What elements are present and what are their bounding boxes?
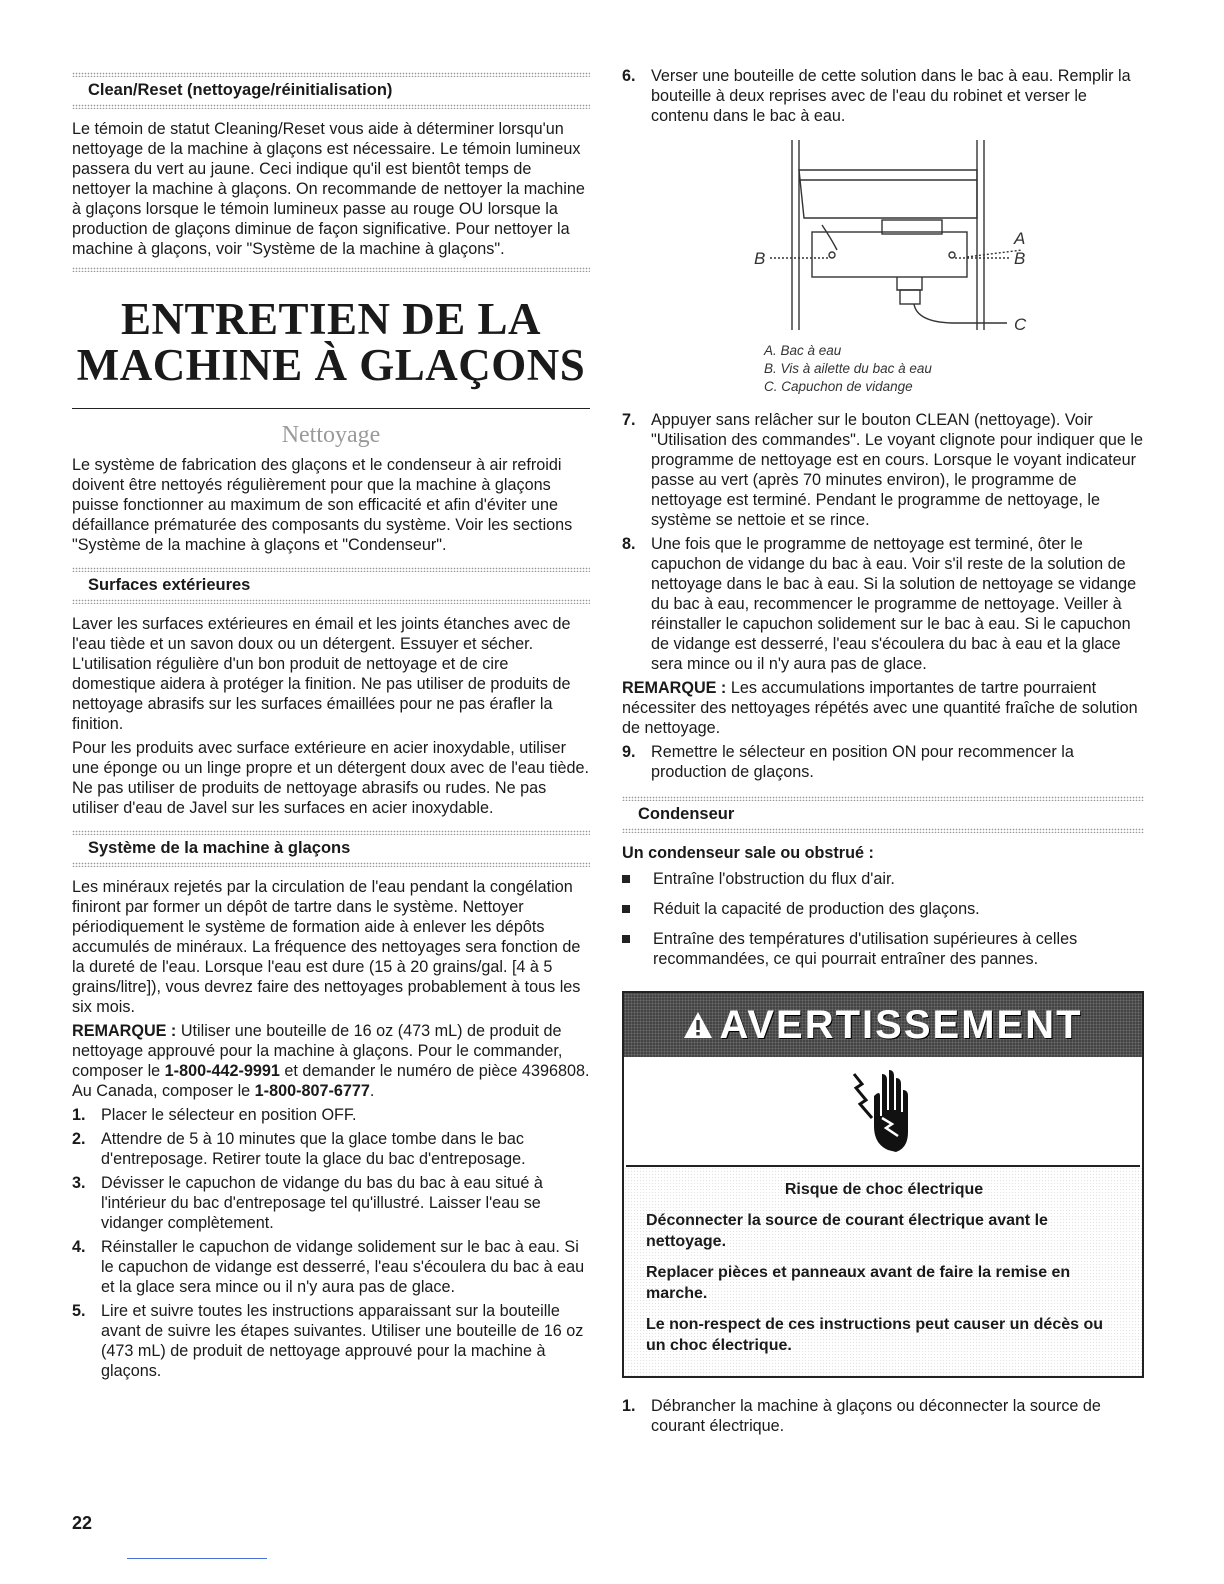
warning-banner	[624, 993, 1142, 1057]
diagram-label-a: A	[1014, 229, 1026, 248]
surfaces-paragraph-2: Pour les produits avec surface extérieure en acier inoxydable, utiliser une éponge ou un linge propre et un détergent doux avec de l'eau tiède. Ne pas utiliser de produits de nettoyage abrasifs ou rudes. Ne pas utiliser d'eau de Javel sur les surfaces en acier inoxydable.	[72, 739, 589, 817]
final-step-list	[622, 1396, 1144, 1436]
systeme-heading-block	[72, 830, 590, 867]
remark-label: REMARQUE :	[72, 1022, 177, 1040]
step-text: Une fois que le programme de nettoyage est terminé, ôter le capuchon de vidange du bac à eau. Voir s'il reste de la solution de nettoyage dans le bac à eau. Si la solution de nettoyage se vidange du bac à eau, recommencer le programme de nettoyage. Veiller à réinstaller le capuchon solidement sur le bac à eau. Si le capuchon de vidange est desserré, l'eau s'écoulera du bac à eau et la glace sera mince ou il n'y aura pas de glace.	[651, 535, 1137, 673]
step-number: 8.	[622, 535, 636, 553]
dotted-divider	[622, 828, 1144, 833]
caption-b: B. Vis à ailette du bac à eau	[764, 361, 932, 376]
bullet-text: Réduit la capacité de production des glaçons.	[653, 900, 980, 918]
list-item	[622, 742, 1144, 782]
remark-text-c: .	[369, 1082, 375, 1100]
remark-label: REMARQUE :	[622, 679, 727, 697]
step-number: 7.	[622, 411, 636, 429]
list-item	[72, 1129, 590, 1169]
left-steps-list	[72, 1105, 590, 1381]
clean-reset-heading: Clean/Reset (nettoyage/réinitialisation)	[88, 81, 393, 99]
right-remark	[622, 678, 1144, 738]
left-column	[72, 62, 590, 1385]
list-item	[622, 869, 1144, 889]
warning-line-2: Replacer pièces et panneaux avant de faire la remise en marche.	[646, 1264, 1071, 1302]
dotted-divider	[72, 599, 590, 604]
nettoyage-paragraph: Le système de fabrication des glaçons et le condenseur à air refroidi doivent être nettoyés régulièrement pour que la machine à glaçons puisse fonctionner au maximum de son efficacité et afin d'éviter une défaillance prématurée des composants du système. Voir les sections "Système de la machine à glaçons et "Condenseur".	[72, 456, 573, 554]
step-text: Verser une bouteille de cette solution dans le bac à eau. Remplir la bouteille à deux reprises avec de l'eau du robinet et verser le contenu dans le bac à eau.	[651, 67, 1131, 125]
warning-box	[622, 991, 1144, 1378]
phone-number-1: 1-800-442-9991	[164, 1062, 280, 1080]
step-number: 1.	[622, 1397, 636, 1415]
systeme-remark	[72, 1021, 590, 1101]
step-number: 9.	[622, 743, 636, 761]
step-number: 3.	[72, 1174, 86, 1192]
warning-title: AVERTISSEMENT	[719, 1003, 1083, 1047]
step-6-list	[622, 66, 1144, 126]
bullet-square-icon	[622, 935, 630, 943]
step-number: 2.	[72, 1130, 86, 1148]
bullet-text: Entraîne l'obstruction du flux d'air.	[653, 870, 895, 888]
condenseur-subheading: Un condenseur sale ou obstrué :	[622, 844, 874, 862]
bullet-square-icon	[622, 875, 630, 883]
shock-icon-zone	[626, 1057, 1140, 1167]
title-divider	[72, 408, 590, 409]
dotted-divider	[72, 104, 590, 109]
surfaces-heading: Surfaces extérieures	[88, 576, 251, 594]
right-steps-list	[622, 410, 1144, 674]
diagram-label-b-right: B	[1014, 249, 1026, 268]
list-item	[72, 1301, 590, 1381]
page-number: 22	[72, 1513, 93, 1533]
warning-line-1: Déconnecter la source de courant électrique avant le nettoyage.	[646, 1212, 1048, 1250]
clean-reset-heading-block	[72, 72, 590, 109]
step-text: Remettre le sélecteur en position ON pour recommencer la production de glaçons.	[651, 743, 1074, 781]
dotted-divider	[72, 267, 590, 272]
step-number: 1.	[72, 1106, 86, 1124]
diagram-label-c: C	[1014, 315, 1027, 334]
list-item	[622, 899, 1144, 919]
caption-c: C. Capuchon de vidange	[764, 379, 913, 394]
step-text: Appuyer sans relâcher sur le bouton CLEAN (nettoyage). Voir "Utilisation des commandes". Le voyant clignote pour indiquer que le programme de nettoyage est en cours. Lorsque le voyant indicateur passe au vert (après 70 minutes environ), le programme de nettoyage est terminé. Pendant le programme de nettoyage, le système se nettoie et se rince.	[651, 411, 1144, 529]
remark-text-a: Utiliser une bouteille de 16 oz (473 mL) de produit de nettoyage approuvé pour la machine à glaçons. Pour le commander, composer le	[72, 1022, 563, 1080]
warning-text	[624, 1167, 1142, 1376]
step-number: 6.	[622, 67, 636, 85]
warning-line-3: Le non-respect de ces instructions peut causer un décès ou un choc électrique.	[646, 1316, 1104, 1354]
condenseur-bullets	[622, 869, 1144, 969]
list-item	[72, 1237, 590, 1297]
step-text: Débrancher la machine à glaçons ou déconnecter la source de courant électrique.	[651, 1397, 1101, 1435]
warning-risk: Risque de choc électrique	[784, 1181, 984, 1198]
clean-reset-paragraph: Le témoin de statut Cleaning/Reset vous aide à déterminer lorsqu'un nettoyage de la machine à glaçons est nécessaire. Le témoin lumineux passera du vert au jaune. Ceci indique qu'il est bientôt temps de nettoyer la machine à glaçons. On recommande de nettoyer la machine à glaçons lorsque le témoin lumineux passe au rouge OU lorsque la production de glaçons diminue de façon significative. Pour nettoyer la machine à glaçons, voir "Système de la machine à glaçons".	[72, 120, 585, 258]
warning-triangle-icon	[683, 1010, 713, 1040]
nettoyage-heading: Nettoyage	[281, 422, 381, 448]
list-item	[622, 929, 1144, 969]
list-item	[622, 1396, 1144, 1436]
systeme-paragraph: Les minéraux rejetés par la circulation de l'eau pendant la congélation finiront par former un dépôt de tartre dans le système. Nettoyer périodiquement le système de formation aide à enlever les dépôts accumulés de minéraux. La fréquence des nettoyages sera fonction de la dureté de l'eau. Lorsque l'eau est dure (15 à 20 grains/gal. [4 à 5 grains/litre]), vous devrez faire des nettoyages probablement à tous les six mois.	[72, 878, 581, 1016]
electric-shock-hand-icon	[848, 1066, 918, 1156]
step-text: Attendre de 5 à 10 minutes que la glace tombe dans le bac d'entreposage. Retirer toute la glace du bac d'entreposage.	[101, 1130, 526, 1168]
step-9-list	[622, 742, 1144, 782]
list-item	[72, 1105, 590, 1125]
list-item	[622, 410, 1144, 530]
surfaces-paragraph-1: Laver les surfaces extérieures en émail et les joints étanches avec de l'eau tiède et un savon doux ou un détergent. Essuyer et sécher. L'utilisation régulière d'un bon produit de nettoyage et de cire domestique aidera à protéger la finition. Ne pas utiliser de produits de nettoyage abrasifs sur les surfaces émaillées pour ne pas érafler la finition.	[72, 615, 571, 733]
step-number: 5.	[72, 1302, 86, 1320]
step-number: 4.	[72, 1238, 86, 1256]
step-text: Lire et suivre toutes les instructions apparaissant sur la bouteille avant de suivre les étapes suivantes. Utiliser une bouteille de 16 oz (473 mL) de produit de nettoyage approuvé pour la machine à glaçons.	[101, 1302, 584, 1380]
footer-rule	[127, 1558, 267, 1559]
step-text: Placer le sélecteur en position OFF.	[101, 1106, 357, 1124]
main-title-line-1: ENTRETIEN DE LA	[120, 294, 542, 344]
water-trough-diagram	[752, 140, 1052, 340]
dotted-divider	[72, 862, 590, 867]
surfaces-heading-block	[72, 567, 590, 604]
condenseur-heading: Condenseur	[638, 805, 735, 823]
phone-number-2: 1-800-807-6777	[254, 1082, 370, 1100]
step-text: Réinstaller le capuchon de vidange solidement sur le bac à eau. Si le capuchon de vidange est desserré, l'eau s'écoulera du bac à eau et la glace sera mince ou il n'y aura pas de glace.	[101, 1238, 585, 1296]
diagram-label-b-left: B	[754, 249, 766, 268]
list-item	[72, 1173, 590, 1233]
main-title	[72, 296, 590, 388]
bullet-square-icon	[622, 905, 630, 913]
main-title-line-2: MACHINE À GLAÇONS	[76, 340, 586, 390]
remark-text: Les accumulations importantes de tartre pourraient nécessiter des nettoyages répétés avec une quantité fraîche de solution de nettoyage.	[622, 679, 1138, 737]
remark-text-b: et demander le numéro de pièce 4396808. Au Canada, composer le	[72, 1062, 590, 1100]
water-trough-illustration	[752, 140, 1052, 340]
diagram-captions	[764, 342, 1144, 396]
systeme-heading: Système de la machine à glaçons	[88, 839, 351, 857]
list-item	[622, 66, 1144, 126]
list-item	[622, 534, 1144, 674]
step-text: Dévisser le capuchon de vidange du bas du bac à eau situé à l'intérieur du bac d'entreposage tel qu'illustré. Laisser l'eau se vidanger complètement.	[101, 1174, 543, 1232]
caption-a: A. Bac à eau	[764, 343, 842, 358]
right-column	[622, 66, 1144, 1440]
condenseur-heading-block	[622, 796, 1144, 833]
bullet-text: Entraîne des températures d'utilisation supérieures à celles recommandées, ce qui pourrait entraîner des pannes.	[653, 930, 1078, 968]
